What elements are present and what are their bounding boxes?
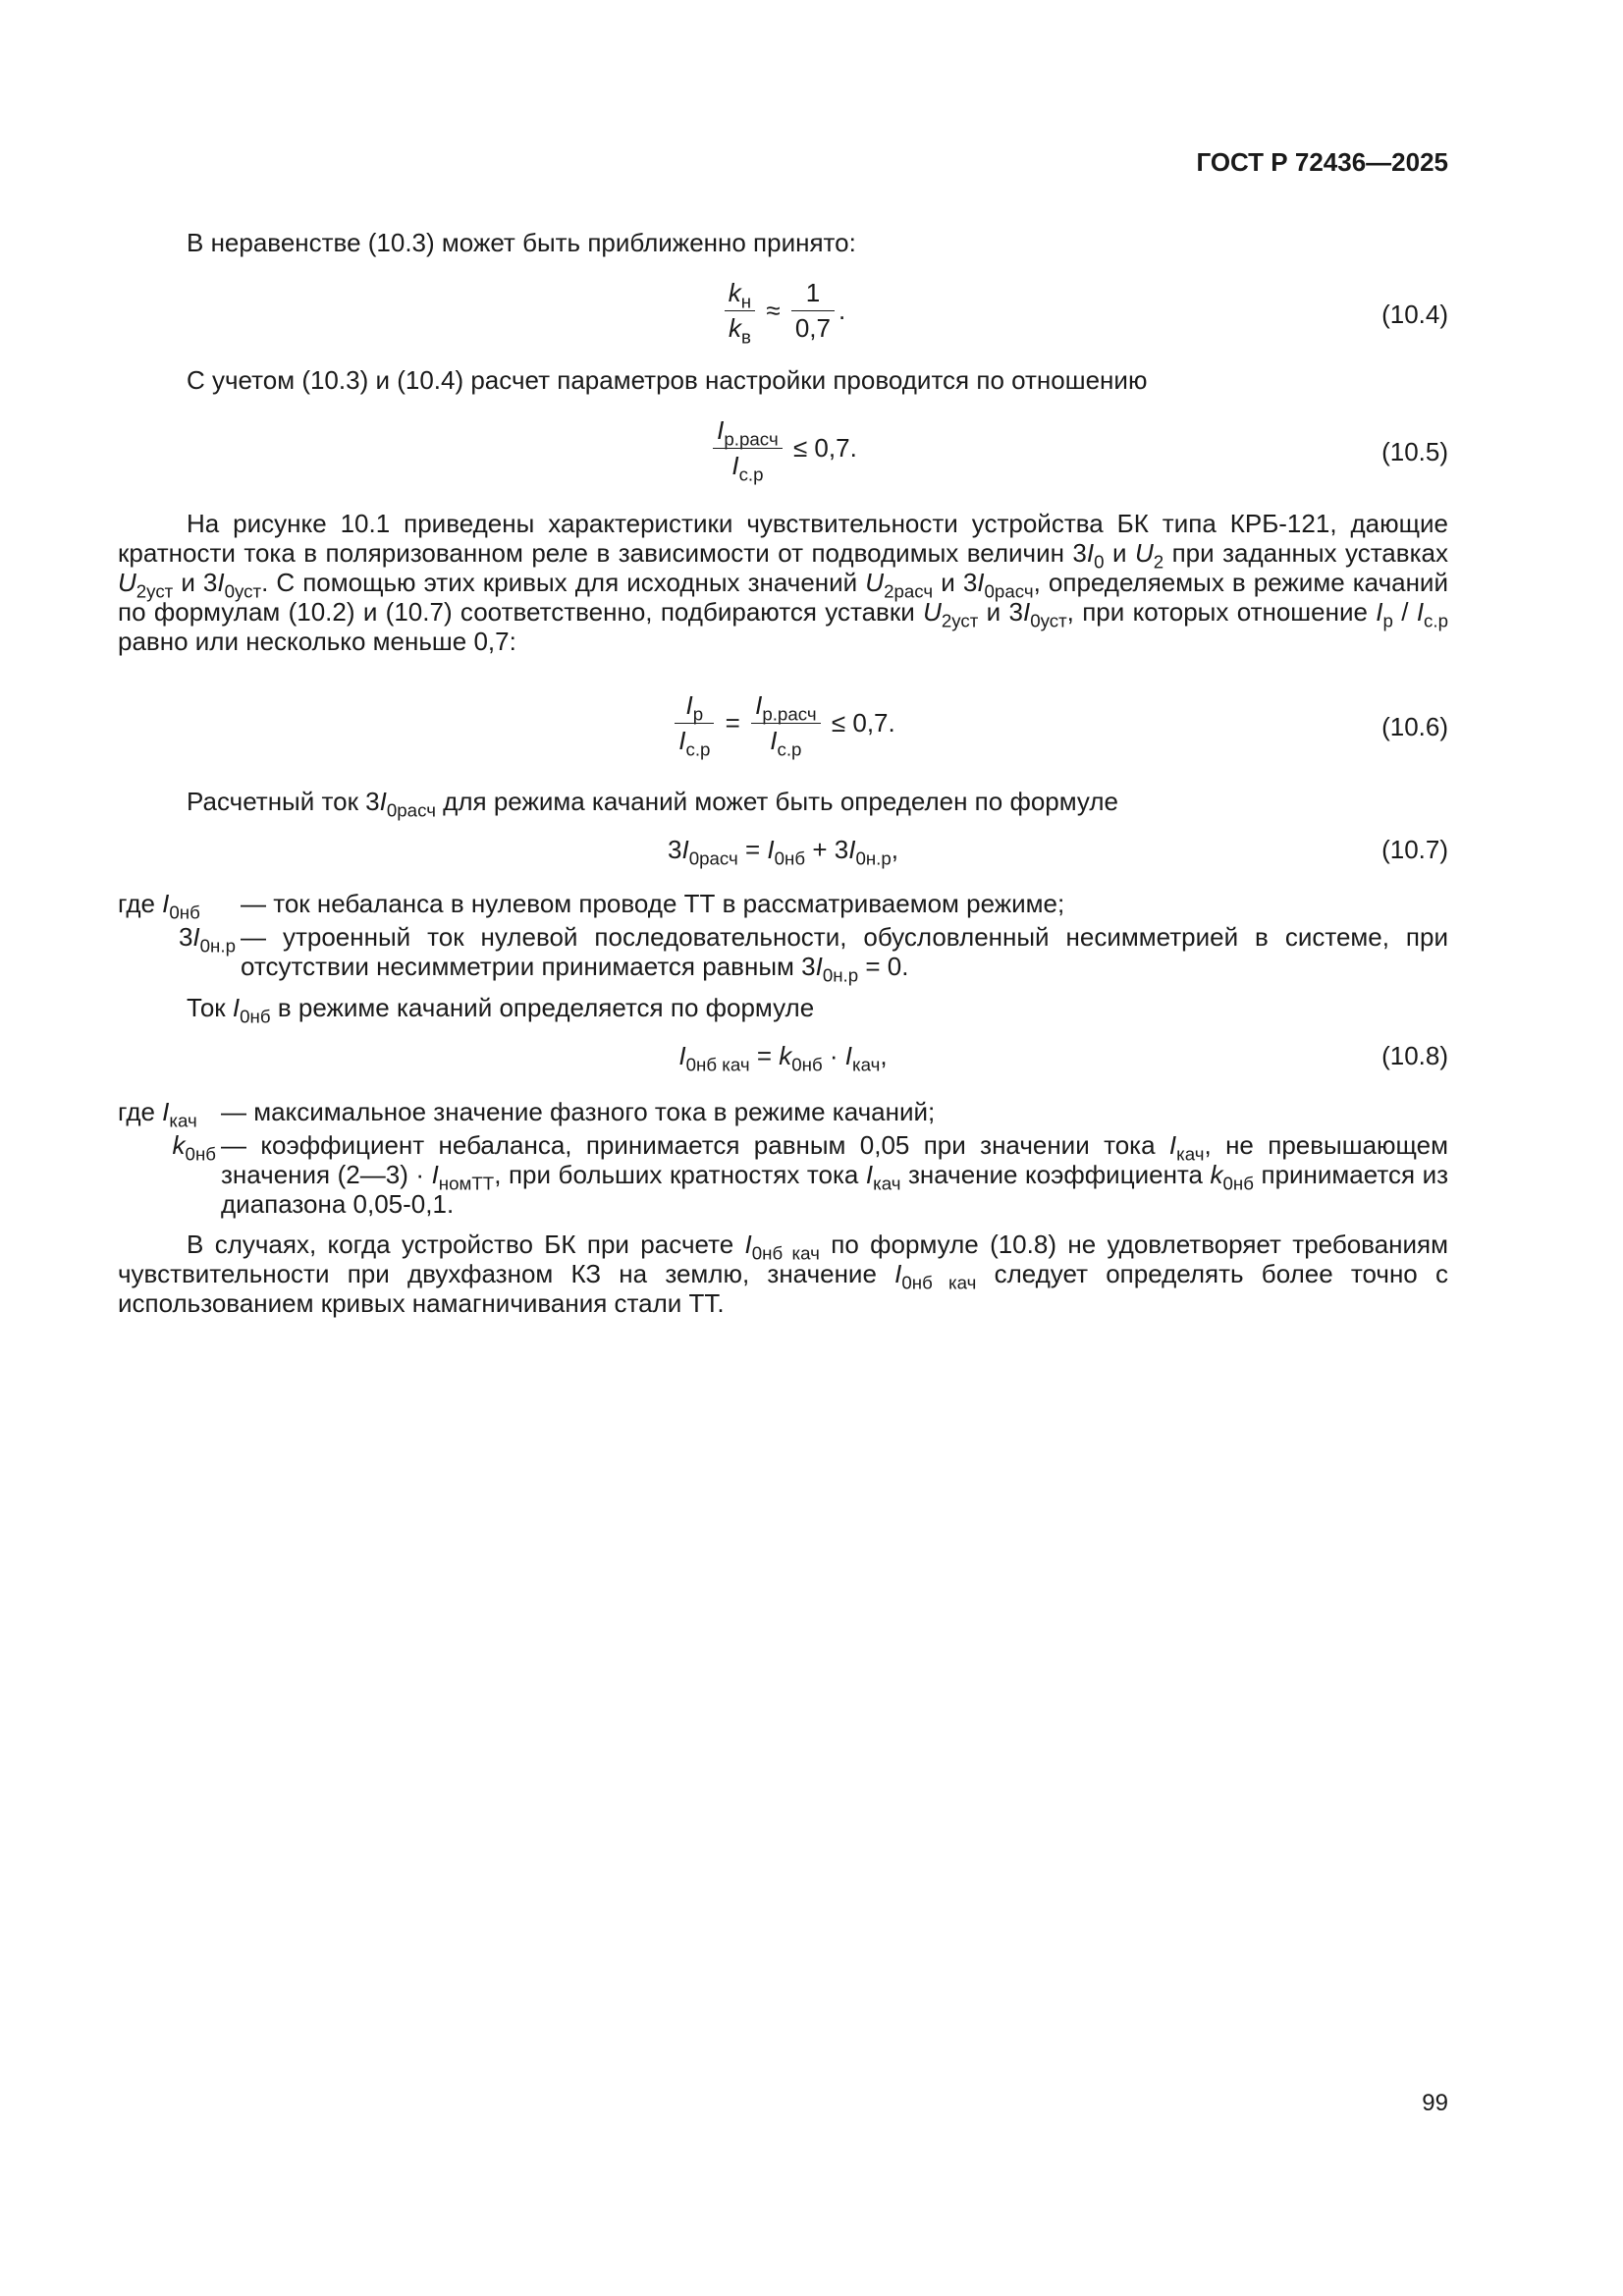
equation-number: (10.4) [1381,300,1448,329]
equation-number: (10.8) [1381,1041,1448,1070]
where-desc-3i0np: — утроенный ток нулевой последовательности, обусловленный несимметрией в системе, при отсутствии несимметрии принимается равным $3I_{0н.р} = 0$. [241,922,1448,986]
equation-10-5: $\frac{I_{р.расч}}{I_{с.р}}$ ≤ 0,7. (10.5) [118,415,1448,494]
equation-10-7: $3I_{0расч} = I_{0нб} + 3I_{0н.р}$, (10.7) [667,835,1448,869]
where-term-k0nb: $k_{0нб}$ [172,1130,216,1165]
where-list-1 [118,889,1448,997]
paragraph-calc-current: Расчетный ток $3I_{0расч}$ для режима качаний может быть определен по формуле [187,787,1118,821]
equation-number: (10.6) [1381,712,1448,741]
equation-10-8: $I_{0нб кач} = k_{0нб} \cdot I_{кач}$, (10.8) [678,1041,1448,1075]
equation-number: (10.7) [1381,835,1448,864]
equation-10-6: $\frac{I_р}{I_{с.р}}$ = $\frac{I_{р.расч}}{I_{с.р}}$ ≤ 0,7. (10.6) [118,690,1448,769]
where-desc-i0nb: — ток небаланса в нулевом проводе ТТ в рассматриваемом режиме; [241,889,1065,918]
where-list-2 [118,1097,1448,1234]
fraction-ip-icr: $\frac{I_р}{I_{с.р}}$ [675,690,714,756]
fraction-kn-kv: $\frac{k_н}{k_в}$ [725,278,755,344]
paragraph-ratio-intro: С учетом (10.3) и (10.4) расчет параметров настройки проводится по отношению [187,365,1148,395]
equation-10-4: $\frac{k_н}{k_в}$ ≈ $\frac{1}{0,7}$ . (10.4) [118,278,1448,356]
paragraph-conclusion: В случаях, когда устройство БК при расчете $I_{0нб кач}$ по формуле (10.8) не удовлетворяет требованиям чувствительности при двухфазном КЗ на землю, значение $I_{0нб кач}$ следует определять более точно с использованием кривых намагничивания стали ТТ. [118,1230,1449,1318]
where-desc-ikach: — максимальное значение фазного тока в режиме качаний; [221,1097,936,1126]
where-term-i0nb: где $I_{0нб}$ [118,889,200,923]
where-term-3i0np: $3I_{0н.р}$ [178,922,236,957]
fraction-ipr-icr: $\frac{I_{р.расч}}{I_{с.р}}$ [751,690,821,756]
paragraph-i0nb-intro: Ток $I_{0нб}$ в режиме качаний определяется по формуле [187,993,815,1027]
where-term-ikach: где $I_{кач}$ [118,1097,197,1131]
approx-sign: ≈ [766,296,781,325]
equation-number: (10.5) [1381,437,1448,466]
paragraph-figure-description: На рисунке 10.1 приведены характеристики чувствительности устройства БК типа КРБ-121, дающие кратности тока в поляризованном реле в зависимости от подводимых величин $3I_0$ и $U_2$ при заданных уставках $U_{2уст}$ и $3I_{0уст}$. С помощью этих кривых для исходных значений $U_{2расч}$ и $3I_{0расч}$, определяемых в режиме качаний по формулам (10.2) и (10.7) соответственно, подбираются уставки $U_{2уст}$ и $3I_{0уст}$, при которых отношение $I_р / I_{с.р}$ равно или несколько меньше 0,7: [118,509,1448,656]
page-number: 99 [1422,2090,1448,2116]
document-id-header: ГОСТ Р 72436—2025 [1196,147,1448,177]
fraction-ip-ic: $\frac{I_{р.расч}}{I_{с.р}}$ [713,415,783,481]
where-desc-k0nb: — коэффициент небаланса, принимается равным 0,05 при значении тока $I_{кач}$, не превышающем значения (2—3) · $I_{номТТ}$, при больших кратностях тока $I_{кач}$ значение коэффициента $k_{0нб}$ принимается из диапазона 0,05-0,1. [221,1130,1449,1219]
fraction-one-over: $\frac{1}{0,7}$ [791,278,835,344]
paragraph-intro: В неравенстве (10.3) может быть приближенно принято: [187,228,856,257]
